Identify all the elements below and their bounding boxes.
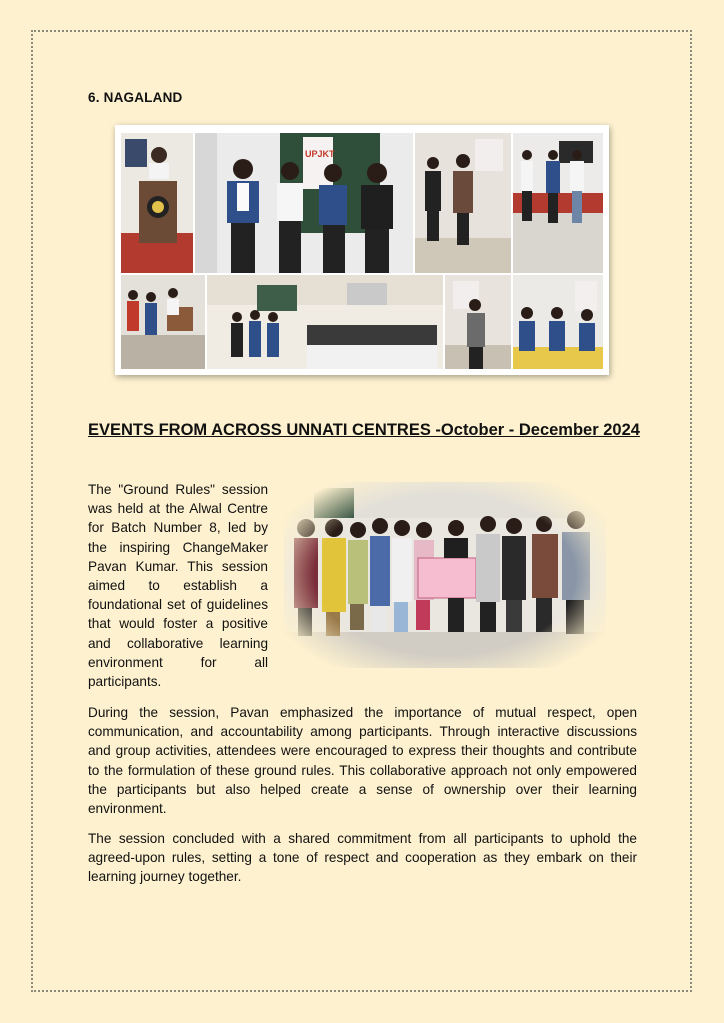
banner-text: UPJKT xyxy=(305,149,335,159)
photo-classroom-presenters xyxy=(415,133,511,273)
photo-three-students xyxy=(513,275,603,369)
section-title: NAGALAND xyxy=(103,90,183,105)
photo-audience-hall xyxy=(207,275,443,369)
section-number: 6. xyxy=(88,90,100,105)
intro-paragraph: The "Ground Rules" session was held at the Alwal Centre for Batch Number 8, led by the inspiring ChangeMaker Pavan Kumar. This session aimed to establish a foundational set of guidelines that would foster a positive and collaborative learning environment for all participants. xyxy=(88,482,268,690)
body-paragraph-2: The session concluded with a shared commitment from all participants to uphold the agreed-upon rules, setting a tone of respect and cooperation as they embark on their learning journey together. xyxy=(88,831,637,885)
photo-podium-speaker xyxy=(121,133,193,273)
photo-stage-group xyxy=(513,133,603,273)
nagaland-photo-collage xyxy=(115,125,609,375)
section-heading xyxy=(88,90,182,105)
ground-rules-group-photo xyxy=(284,482,606,668)
events-title: EVENTS FROM ACROSS UNNATI CENTRES -October - December 2024 xyxy=(88,421,640,439)
photo-students-uniform xyxy=(195,133,413,273)
photo-corridor xyxy=(121,275,205,369)
body-paragraph-1: During the session, Pavan emphasized the importance of mutual respect, open communication, and accountability among participants. Through interactive discussions and group activities, attendees were encouraged to express their thoughts and contribute to the formulation of these ground rules. This collaborative approach not only empowered the participants but also helped create a sense of ownership over their learning environment. xyxy=(88,705,637,817)
photo-speaker-standing xyxy=(445,275,511,369)
